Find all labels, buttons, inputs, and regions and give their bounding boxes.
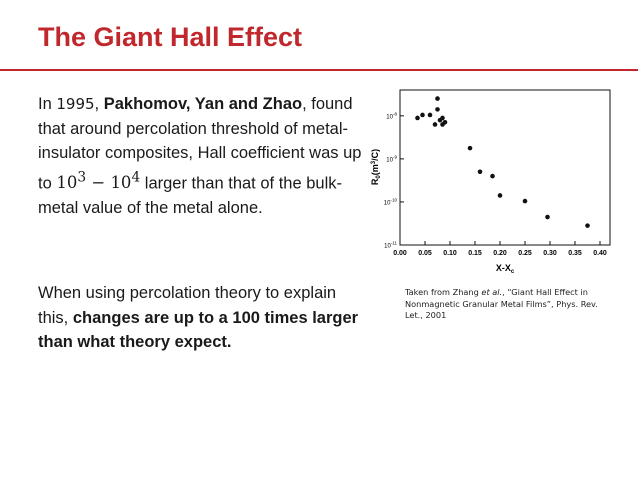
- x-tick-label: 0.05: [418, 250, 432, 257]
- caption-text-b: , “Giant Hall Effect in Nonmagnetic Granular Metal Films”, Phys. Rev. Let., 2001: [405, 287, 598, 320]
- x-tick-label: 0.40: [593, 250, 607, 257]
- y-tick-label: $10^{-8}$: [386, 111, 397, 121]
- data-point: [428, 113, 433, 118]
- data-point: [498, 193, 503, 198]
- data-point: [443, 120, 448, 125]
- data-point: [435, 107, 440, 112]
- data-point: [490, 174, 495, 179]
- y-tick-label: $10^{-10}$: [383, 197, 397, 207]
- math-high-base: 10: [110, 173, 132, 192]
- math-op: −: [86, 173, 111, 192]
- data-point: [585, 223, 590, 228]
- x-tick-label: 0.15: [468, 250, 482, 257]
- x-axis-label: $X-X_c$: [495, 263, 515, 275]
- data-point: [478, 170, 483, 175]
- y-axis-ticks: [384, 111, 404, 249]
- x-tick-label: 0.35: [568, 250, 582, 257]
- y-axis-label: $R_0(m^3/C)$: [370, 148, 382, 186]
- x-tick-label: 0.25: [518, 250, 532, 257]
- p1-year: 1995: [56, 95, 95, 113]
- data-point: [420, 113, 425, 118]
- caption-italic: et al.: [481, 287, 503, 297]
- math-high-exp: 4: [131, 169, 141, 186]
- p1-text-d: larger than that of the bulk-metal value of the metal alone.: [38, 174, 342, 217]
- p2-text-a: When using percolation theory to explain this,: [38, 284, 337, 327]
- figure-caption: [405, 287, 605, 322]
- paragraph-findings: [38, 92, 368, 220]
- math-low-exp: 3: [77, 169, 87, 186]
- math-low-base: 10: [56, 173, 78, 192]
- data-point: [545, 215, 550, 220]
- p1-authors: Pakhomov, Yan and Zhao: [103, 95, 303, 113]
- x-tick-label: 0.20: [493, 250, 507, 257]
- data-point: [440, 116, 445, 121]
- x-tick-label: 0.10: [443, 250, 457, 257]
- data-point: [415, 116, 420, 121]
- x-tick-label: 0.00: [393, 250, 407, 257]
- y-tick-label: $10^{-9}$: [386, 154, 397, 164]
- x-axis-ticks: [393, 241, 607, 257]
- x-tick-label: 0.30: [543, 250, 557, 257]
- data-point: [523, 199, 528, 204]
- p2-bold: changes are up to a 100 times larger than what theory expect.: [38, 308, 359, 351]
- p1-text-a: In: [38, 95, 57, 113]
- data-points: [415, 96, 590, 228]
- data-point: [433, 122, 438, 127]
- data-point: [468, 146, 473, 151]
- p1-text-c: , found that around percolation threshold of metal-insulator composites, Hall coefficient was up to: [38, 95, 362, 192]
- caption-text-a: Taken from Zhang: [405, 287, 482, 297]
- title-divider: [0, 69, 638, 71]
- p1-math: [56, 169, 141, 192]
- p1-text-b: ,: [94, 95, 104, 113]
- paragraph-theory: [38, 281, 368, 355]
- data-point: [435, 96, 440, 101]
- y-tick-label: $10^{-11}$: [384, 240, 397, 250]
- slide-title: The Giant Hall Effect: [38, 22, 303, 52]
- hall-coefficient-chart: [370, 85, 615, 275]
